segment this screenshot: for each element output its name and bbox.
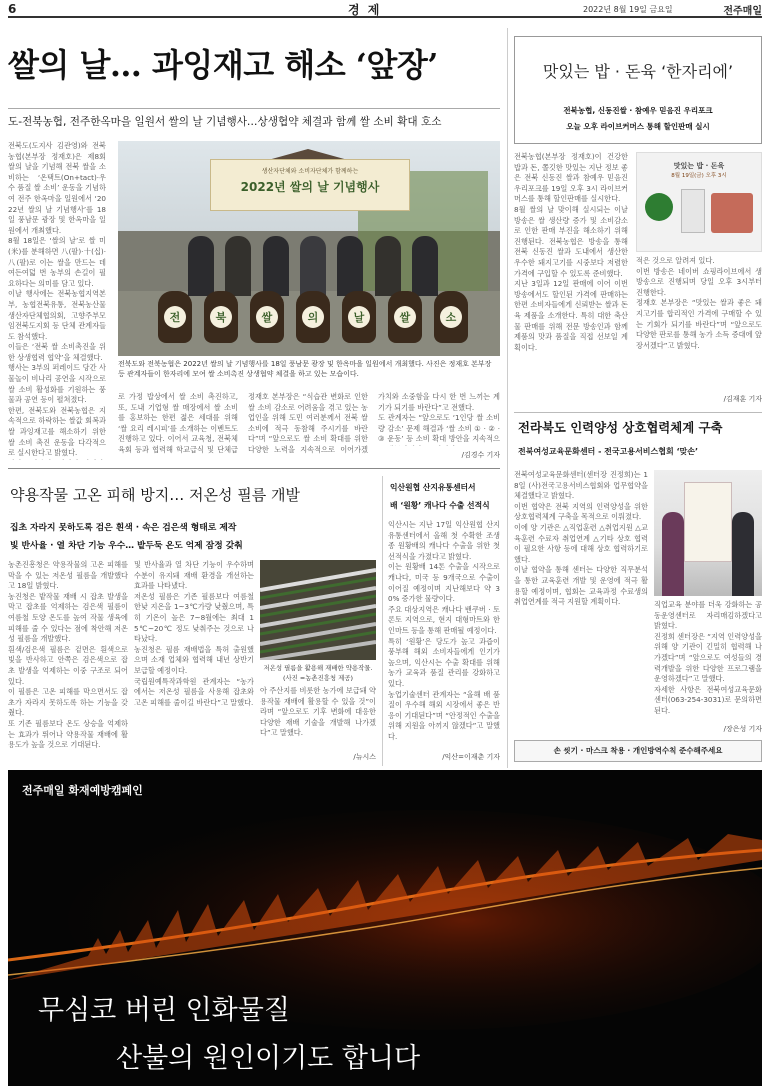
promo-title: 맛있는 밥 · 돈육 — [673, 162, 725, 170]
training-article — [514, 416, 762, 768]
rice-jar: 날 — [342, 291, 376, 343]
live-byline: /김재훈 기자 — [723, 395, 762, 403]
rice-package — [681, 189, 705, 233]
rice-jar: 쌀 — [388, 291, 422, 343]
campaign-line2: 산불의 원인이기도 합니다 — [116, 1043, 421, 1074]
rice-jar: 의 — [296, 291, 330, 343]
herb-col1: 농촌진흥청은 약용작물의 고온 피해를 막을 수 있는 저온성 필름을 개발했다고 18일 밝혔다. 농진청은 밭작물 재배 시 잡초 발생을 막고 잡초를 억제하는 검은색 필름이 여름철 토양 온도를 높여 작물 생육에 피해를 줄 수 있다는 점에 착안해 저온성 필름을 개발했다. 흰색/검은색 필름은 겉면은 흰색으로 빛을 반사하고 안쪽은 검은색으로 잡초 발생을 억제하는 이중 구조로 되어 있다. 이 필름은 고온 피해를 막으면서도 잡초가 자라지 못하도록 하는 기능을 갖췄다. 또 기존 필름보다 온도 상승을 억제하는 효과가 뛰어나 약용작물 재배에 활용도가 높을 것으로 기대된다. — [8, 560, 128, 750]
live-body-top: 전북농협(본부장 정재호)이 건강한 밥과 돈, 쫄깃한 맛있는 지난 정보 좋은 전북 신동진 쌀과 참예우 믿음진 우리포크를 19일 오후 3시 라이브커머스를 통해 할인판매를 실시한다. 8월 쌀의 날 맞이해 실시되는 이날 방송은 쌀 생산량 증가 및 소비감소로 인한 판매 부진을 해소하기 위해 진행된다. 전북농협은 방송을 통해 전북 신동진 쌀과 도내에서 생산한 우수한 돼지고기를 시중보다 저렴한 가격에 구입할 수 있도록 준비했다. 지난 3일과 12일 판매에 이어 이번 방송에서도 할인된 가격에 판매하는 한편 소비자들에게 신뢰받는 쌀과 돈육 제품을 소개한다. 특히 대한 축산물 판매를 위해 전문 방송인과 함께 제품의 맛과 품질을 직접 선보일 계획이다. — [514, 152, 628, 352]
training-byline: /장은성 기자 — [723, 725, 762, 733]
rice-headline: 쌀의 날… 과잉재고 해소 ‘앞장’ — [8, 46, 438, 84]
person-right — [732, 512, 754, 596]
live-header-box — [514, 36, 762, 144]
section-rule — [514, 412, 762, 413]
rice-jar: 소 — [434, 291, 468, 343]
training-headline: 전라북도 인력양성 상호협력체계 구축 — [518, 420, 723, 435]
export-headline2: 배 ‘원황’ 캐나다 수출 선적식 — [390, 501, 490, 510]
live-headline: 맛있는 밥 · 돈육 ‘한자리에’ — [542, 62, 734, 81]
live-sub2: 오늘 오후 라이브커머스 통해 할인판매 실시 — [566, 122, 710, 131]
rice-col1: 로 가정 밥상에서 쌀 소비 촉진하고, 또, 도내 기업형 쌀 매장에서 쌀 소비를 홍보하는 한편 젊은 세대를 위해 ‘쌀 요리 레시피’를 소개하는 이벤트도 진행하고 있다. 이어서 교육청, 전북체육회 등과 협력해 학교급식 및 단체급 — [118, 392, 238, 454]
pork-package — [711, 193, 753, 233]
rice-col2: 정재호 본부장은 “식습관 변화로 인한 쌀 소비 감소로 어려움을 겪고 있는 농업인을 위해 도민 여러분께서 전북 쌀 소비에 적극 동참해 주시기를 바란다”며 “앞으로도 쌀 소비 확대를 위한 다양한 노력을 지속적으로 이어가겠 — [248, 392, 368, 454]
section-rule — [8, 468, 500, 469]
campaign-label: 전주매일 화재예방캠페인 — [22, 784, 143, 797]
export-body: 익산시는 지난 17일 익산원협 산지유통센터에서 올해 첫 수확한 조생종 원황배의 캐나다 수출을 위한 첫 선적식을 가졌다고 밝혔다. 이는 원황배 14톤 수출을 시작으로 캐나다, 미국 등 9개국으로 수출이 이어질 예정이며 지난해보다 약 30% 증가한 물량이다. 주요 대상지역은 캐나다 밴쿠버 · 토론토 지역으로, 현지 대형마트와 한인마트 등을 통해 판매될 예정이다. 특히 ‘원황’은 당도가 높고 과즙이 풍부해 해외 소비자들에게 인기가 높으며, 익산시는 수출 확대를 위해 농가 교육과 품질 관리를 강화하고 있다. 농업기술센터 관계자는 “올해 배 품질이 우수해 해외 시장에서 좋은 반응이 기대된다”며 “안정적인 수출을 위해 지원을 아끼지 않겠다”고 말했다. — [388, 520, 500, 741]
herb-col3: 아 주산지를 비롯한 농가에 보급돼 약용작물 재배에 활용할 수 있을 것”이라며 “앞으로도 기후 변화에 대응한 다양한 재배 기술을 개발해 나가겠다”고 말했다. — [260, 686, 376, 738]
participant — [188, 236, 214, 296]
participants-row — [188, 236, 438, 296]
training-sub: 전북여성교육문화센터 - 전국고용서비스협회 ‘맞손’ — [518, 447, 699, 456]
export-headline: 익산원협 산지유통센터서 — [390, 483, 476, 492]
rice-jars — [158, 291, 468, 347]
rice-col3: 가치와 소중함을 다시 한 번 느끼는 계기가 되기를 바란다”고 전했다. 도 관계자는 “앞으로도 ‘1인당 쌀 소비량 감소’ 문제 해결과 ‘쌀 소비 ① · ② · ③ 운동’ 등 소비 확대 방안을 지속적으 — [378, 392, 500, 444]
participant — [300, 236, 326, 296]
herb-byline: /뉴시스 — [353, 753, 376, 761]
herb-photo-caption: 저온성 필름을 활용해 재배한 약용작물. — [263, 664, 373, 672]
live-promo-image — [636, 152, 762, 252]
rice-subhead: 도-전북농협, 전주한옥마을 일원서 쌀의 날 기념행사…상생협약 체결과 함께 쌀 소비 확대 호소 — [8, 108, 500, 129]
live-body-right: 적은 것으로 알려져 있다. 이번 방송은 네이버 쇼핑라이브에서 생방송으로 진행되며 당일 오후 3시부터 진행한다. 정재호 본부장은 “맛있는 쌀과 좋은 돼지고기를 합리적인 가격에 구매할 수 있는 기회가 되기를 바란다”며 “앞으로도 다양한 판로를 통해 농가 소득 증대에 앞장서겠다”고 밝혔다. — [636, 256, 762, 350]
paper-name: 전주매일 — [723, 6, 762, 17]
mou-board — [684, 482, 732, 562]
herb-col2: 및 반사율과 열 차단 기능이 우수하며 수분이 유지돼 재배 환경을 개선하는 효과를 나타냈다. 저온성 필름은 기존 필름보다 여름철 한낮 지온을 1~3℃가량 낮췄으며, 특히 기온이 높은 7~8월에는 최대 15℃~20℃ 정도 낮춰주는 것으로 나타났다. 농진청은 필름 재배법을 특허 출원했으며 소재 업체와 협력해 내년 상반기 보급할 예정이다. 국립원예특작과학원 관계자는 “농가 에서는 저온성 필름을 사용해 잡초와 고온 피해를 줄이길 바란다”고 말했다. — [134, 560, 254, 707]
rice-col3-wrap — [378, 392, 500, 460]
rice-photo-caption: 전북도와 전북농협은 2022년 쌀의 날 기념행사를 18일 풍남문 광장 및 한옥마을 일원에서 개최했다. 사진은 정재호 본부장 등 관계자들이 한자리에 모여 쌀 소비촉진 상생협약 체결을 하고 있는 모습이다. — [118, 360, 492, 378]
export-byline: /익산=이재춘 기자 — [442, 753, 500, 761]
page-number: 6 — [8, 2, 17, 16]
participant — [263, 236, 289, 296]
field-rows-illustration — [260, 560, 376, 660]
promo-subtitle: 8월 19일(금) 오후 3시 — [671, 173, 727, 179]
herb-sub2: 빛 반사율 · 열 차단 기능 우수… 밭두둑 온도 억제 잠정 갖춰 — [10, 541, 243, 551]
column-divider — [507, 28, 508, 768]
participant — [337, 236, 363, 296]
fire-campaign — [8, 770, 762, 1086]
training-body: 전북여성교육문화센터(센터장 진정희)는 18일 (사)전국고용서비스협회와 업무협약을 체결했다고 밝혔다. 이번 협약은 전북 지역의 인력양성을 위한 상호협력체계 구축을 목적으로 이뤄졌다. 이에 양 기관은 △직업훈련 △취업지원 △교육훈련 수료자 취업연계 △기타 상호 협력이 필요한 사항 등에 대해 상호 협력하기로 했다. 이날 협약을 통해 센터는 다양한 직무분석을 통한 교육훈련 개발 및 운영에 적극 활용할 예정이며, 협회는 교육과정 수료생의 취업연계를 적극 지원할 계획이다. — [514, 470, 648, 607]
rice-jar: 전 — [158, 291, 192, 343]
section-title: 경 제 — [348, 3, 382, 17]
training-photo — [654, 470, 762, 596]
export-article — [388, 474, 500, 768]
person-left — [662, 512, 684, 596]
rice-jar: 북 — [204, 291, 238, 343]
herb-sub1: 집초 자라지 못하도록 검은 흰색 · 속은 검은색 형태로 제작 — [10, 523, 237, 533]
training-body-right: 직업교육 분야를 더욱 강화하는 공동운영센터로 자리매김하겠다고 밝혔다. 진정희 센터장은 “지역 인력양성을 위해 양 기관이 긴밀히 협력해 나가겠다”며 “앞으로도 여성들의 경력개발을 위한 다양한 프로그램을 운영하겠다”고 말했다. 자세한 사항은 전북여성교육문화센터(063-254-3031)로 문의하면 된다. — [654, 600, 762, 715]
issue-date: 2022년 8월 19일 금요일 — [583, 5, 673, 14]
herb-headline: 약용작물 고온 피해 방지… 저온성 필름 개발 — [10, 486, 300, 504]
event-banner — [210, 159, 410, 211]
banner-title: 2022년 쌀의 날 기념행사 — [240, 180, 380, 194]
participant — [412, 236, 438, 296]
banner-line: 생산자단체와 소비자단체가 함께하는 — [261, 168, 359, 175]
health-banner: 손 씻기 · 마스크 착용 · 개인방역수칙 준수해주세요 — [514, 740, 762, 762]
column-divider — [382, 476, 383, 766]
rice-article — [8, 28, 500, 460]
herb-field-photo — [260, 560, 376, 660]
participant — [375, 236, 401, 296]
rice-event-photo — [118, 141, 500, 356]
participant — [225, 236, 251, 296]
page-header — [8, 0, 762, 18]
rice-jar: 쌀 — [250, 291, 284, 343]
rice-byline: /김경수 기자 — [461, 451, 500, 459]
herb-photo-credit: (사진 =농촌진흥청 제공) — [283, 674, 353, 682]
rice-body-left: 전북도(도지사 김관영)와 전북농협(본부장 정재호)은 제8회 쌀의 날을 기념해 전북 쌀을 소비하는 ‘온택트(On+tact)·우수 품질 쌀 소비’ 운동을 기념하여 전주 한옥마을 일원에서 ‘2022년 쌀의 날 기념행사’를 18일 풍남문 광장 및 한옥마을 일원에서 개최했다. 8월 18일은 ‘쌀의 날’로 쌀 미(米)를 분해하면 八(팔)·十(십)·八(팔)로 이는 쌀을 만드는 데 여든여덟 번 농부의 손길이 필요하다는 의미를 담고 있다. 이날 행사에는 전북농협지역본부, 농협전북유통, 전북농산물생산자단체협의회, 고향주부모임전북도지회 등 단체 관계자들도 참석했다. 이들은 ‘전북 쌀 소비촉진을 위한 상생협력 협약’을 체결했다. 행사는 3부의 퍼레이드 당간 사물놀이 비나리 공연을 시작으로 쌀 소비 활성화를 기원하는 풍물과 공연 등이 펼쳐졌다. 한편, 전북도와 전북농협은 지속적으로 하락하는 쌀값 회복과 쌀 과잉재고를 해소하기 위한 쌀 소비 촉진 운동을 다각적으로 실시한다고 밝혔다. — [8, 141, 106, 458]
promo-badge — [645, 193, 673, 221]
live-article — [514, 28, 762, 408]
live-sub1: 전북농협, 신동진쌀 · 참예우 믿음진 우리포크 — [563, 106, 713, 115]
herb-article — [8, 474, 376, 768]
campaign-line1: 무심코 버린 인화물질 — [38, 995, 290, 1026]
